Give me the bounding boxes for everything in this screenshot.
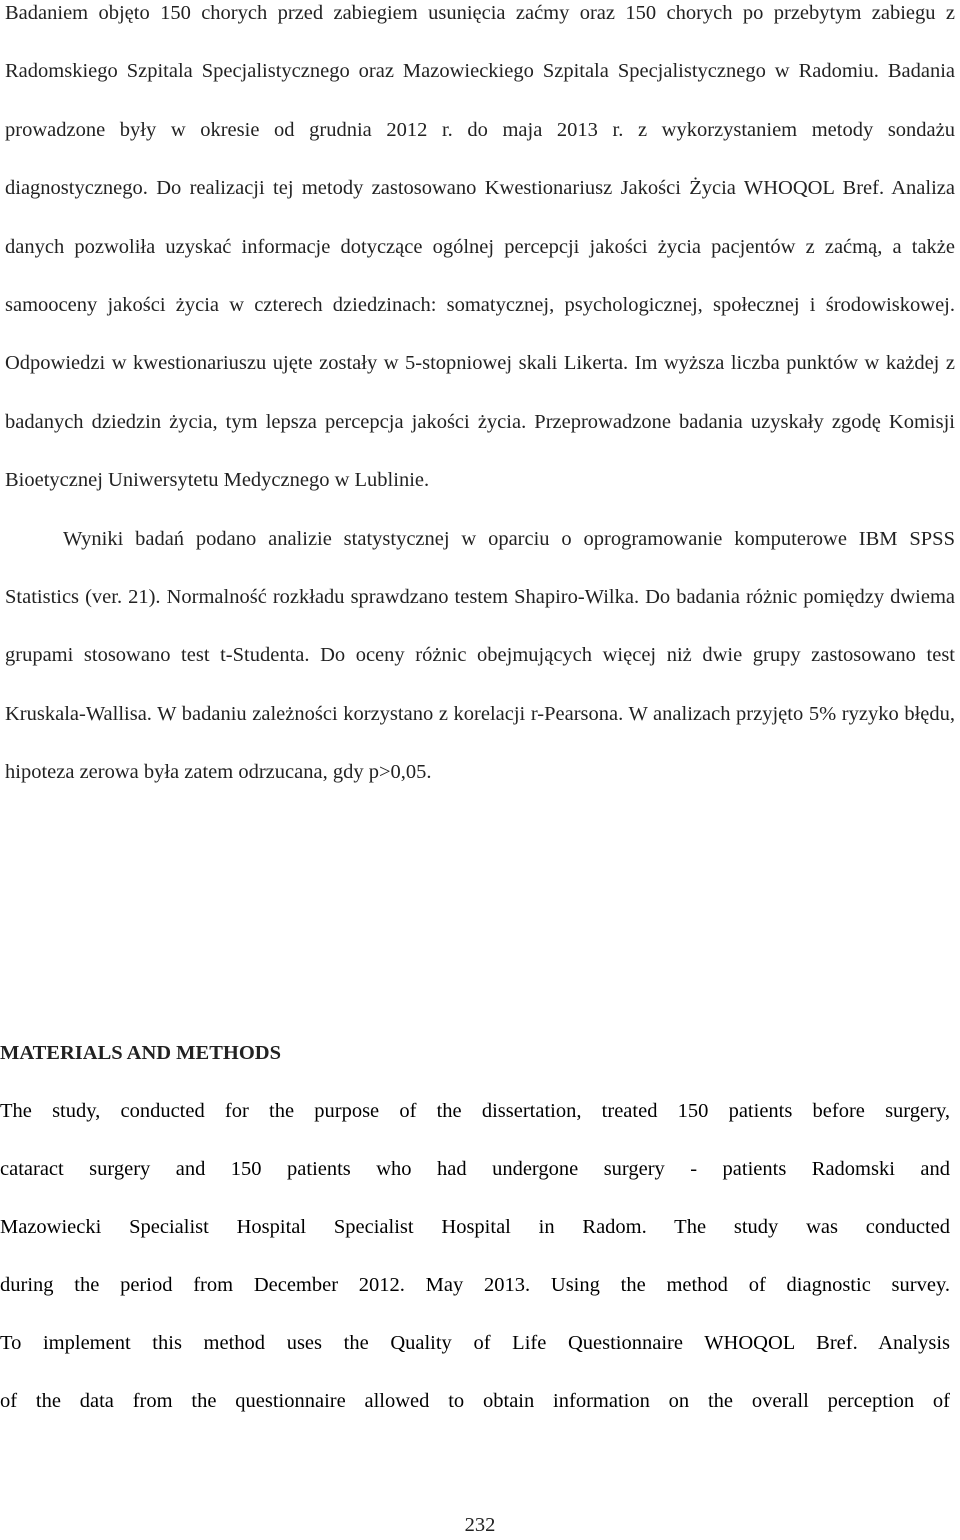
- english-line: The study, conducted for the purpose of the dissertation, treated 150 patients before surgery,: [0, 1100, 950, 1122]
- english-line: cataract surgery and 150 patients who had undergone surgery - patients Radomski and: [0, 1158, 950, 1180]
- english-line: To implement this method uses the Quality of Life Questionnaire WHOQOL Bref. Analysis: [0, 1332, 950, 1354]
- page-number: 232: [464, 1514, 496, 1536]
- english-line: Mazowiecki Specialist Hospital Specialist Hospital in Radom. The study was conducted: [0, 1216, 950, 1238]
- english-line: of the data from the questionnaire allowed to obtain information on the overall perception of: [0, 1390, 950, 1412]
- english-line: during the period from December 2012. May 2013. Using the method of diagnostic survey.: [0, 1274, 950, 1296]
- polish-methods-paragraph: Badaniem objęto 150 chorych przed zabiegiem usunięcia zaćmy oraz 150 chorych po przebytym zabiegu z Radomskiego Szpitala Specjalistycznego oraz Mazowieckiego Szpitala Specjalistycznego w Radomiu. Badania prowadzone były w okresie od grudnia 2012 r. do maja 2013 r. z wykorzystaniem metody sondażu diagnostycznego. Do realizacji tej metody zastosowano Kwestionariusz Jakości Życia WHOQOL Bref. Analiza danych pozwoliła uzyskać informacje dotyczące ogólnej percepcji jakości życia pacjentów z zaćmą, a także samooceny jakości życia w czterech dziedzinach: somatycznej, psychologicznej, społecznej i środowiskowej. Odpowiedzi w kwestionariuszu ujęte zostały w 5-stopniowej skali Likerta. Im wyższa liczba punktów w każdej z badanych dziedzin życia, tym lepsza percepcja jakości życia. Przeprowadzone badania uzyskały zgodę Komisji Bioetycznej Uniwersytetu Medycznego w Lublinie.: [5, 2, 955, 492]
- english-methods-paragraph: [0, 1082, 950, 1430]
- section-heading: MATERIALS AND METHODS: [0, 1042, 281, 1064]
- document-page: [5, 0, 955, 802]
- polish-statistics-paragraph: Wyniki badań podano analizie statystycznej w oparciu o oprogramowanie komputerowe IBM SPSS Statistics (ver. 21). Normalność rozkładu sprawdzano testem Shapiro-Wilka. Do badania różnic pomiędzy dwiema grupami stosowano test t-Studenta. Do oceny różnic obejmujących więcej niż dwie grupy zastosowano test Kruskala-Wallisa. W badaniu zależności korzystano z korelacji r-Pearsona. W analizach przyjęto 5% ryzyko błędu, hipoteza zerowa była zatem odrzucana, gdy p>0,05.: [5, 527, 955, 784]
